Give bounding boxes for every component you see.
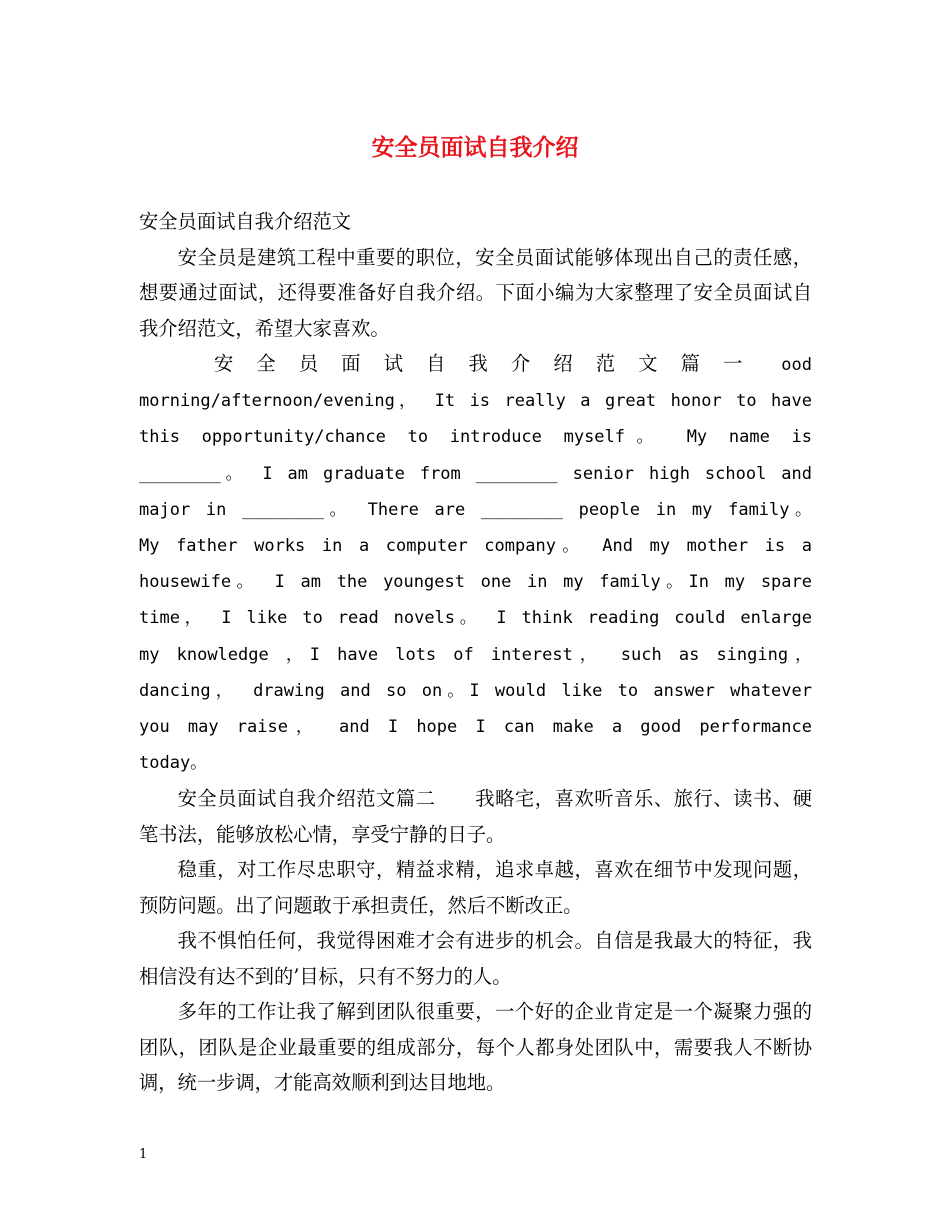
sample-two-paragraph: 安全员面试自我介绍范文篇二 我略宅，喜欢听音乐、旅行、读书、硬笔书法，能够放松心情，享受宁静的日子。 xyxy=(139,787,812,846)
sample-one-last-line: today。 xyxy=(139,753,208,774)
steady-paragraph: 稳重，对工作尽忠职守，精益求精，追求卓越，喜欢在细节中发现问题，预防问题。出了问题敢于承担责任，然后不断改正。 xyxy=(139,858,812,917)
sample-one-line: time， I like to read novels。 I think reading could enlarge xyxy=(139,608,812,629)
page-number: 1 xyxy=(139,1147,148,1162)
sample-one-line: My father works in a computer company。 And my mother is a xyxy=(139,536,812,557)
document-body xyxy=(139,204,812,1101)
sample-one-heading: 安全员面试自我介绍范文篇一 xyxy=(214,352,766,375)
sample-one-line: morning/afternoon/evening， It is really a great honor to have xyxy=(139,391,812,412)
sample-one-line: ________。 I am graduate from ________ senior high school and xyxy=(139,463,812,484)
sample-one-line: you may raise， and I hope I can make a good performance xyxy=(139,717,812,738)
sample-one-line: dancing， drawing and so on。I would like to answer whatever xyxy=(139,680,812,701)
sample-one-line: this opportunity/chance to introduce myself。 My name is xyxy=(139,427,812,448)
intro-paragraph: 安全员是建筑工程中重要的职位，安全员面试能够体现出自己的责任感，想要通过面试，还得要准备好自我介绍。下面小编为大家整理了安全员面试自我介绍范文，希望大家喜欢。 xyxy=(139,245,812,340)
sample-one-line: my knowledge ，I have lots of interest， such as singing， xyxy=(139,644,812,665)
section-heading: 安全员面试自我介绍范文 xyxy=(139,210,352,233)
fearless-paragraph: 我不惧怕任何，我觉得困难才会有进步的机会。自信是我最大的特征，我相信没有达不到的’目标，只有不努力的人。 xyxy=(139,929,812,988)
sample-one-line: major in ________。 There are ________ people in my family。 xyxy=(139,499,812,520)
document-title: 安全员面试自我介绍 xyxy=(371,134,579,161)
sample-one-line: ood xyxy=(781,355,812,375)
team-paragraph: 多年的工作让我了解到团队很重要，一个好的企业肯定是一个凝聚力强的团队，团队是企业最重要的组成部分，每个人都身处团队中，需要我人不断协调，统一步调，才能高效顺利到达目地地。 xyxy=(139,1000,812,1095)
sample-one-first-line xyxy=(139,346,812,383)
sample-one-line: housewife。 I am the youngest one in my family。In my spare xyxy=(139,572,812,593)
